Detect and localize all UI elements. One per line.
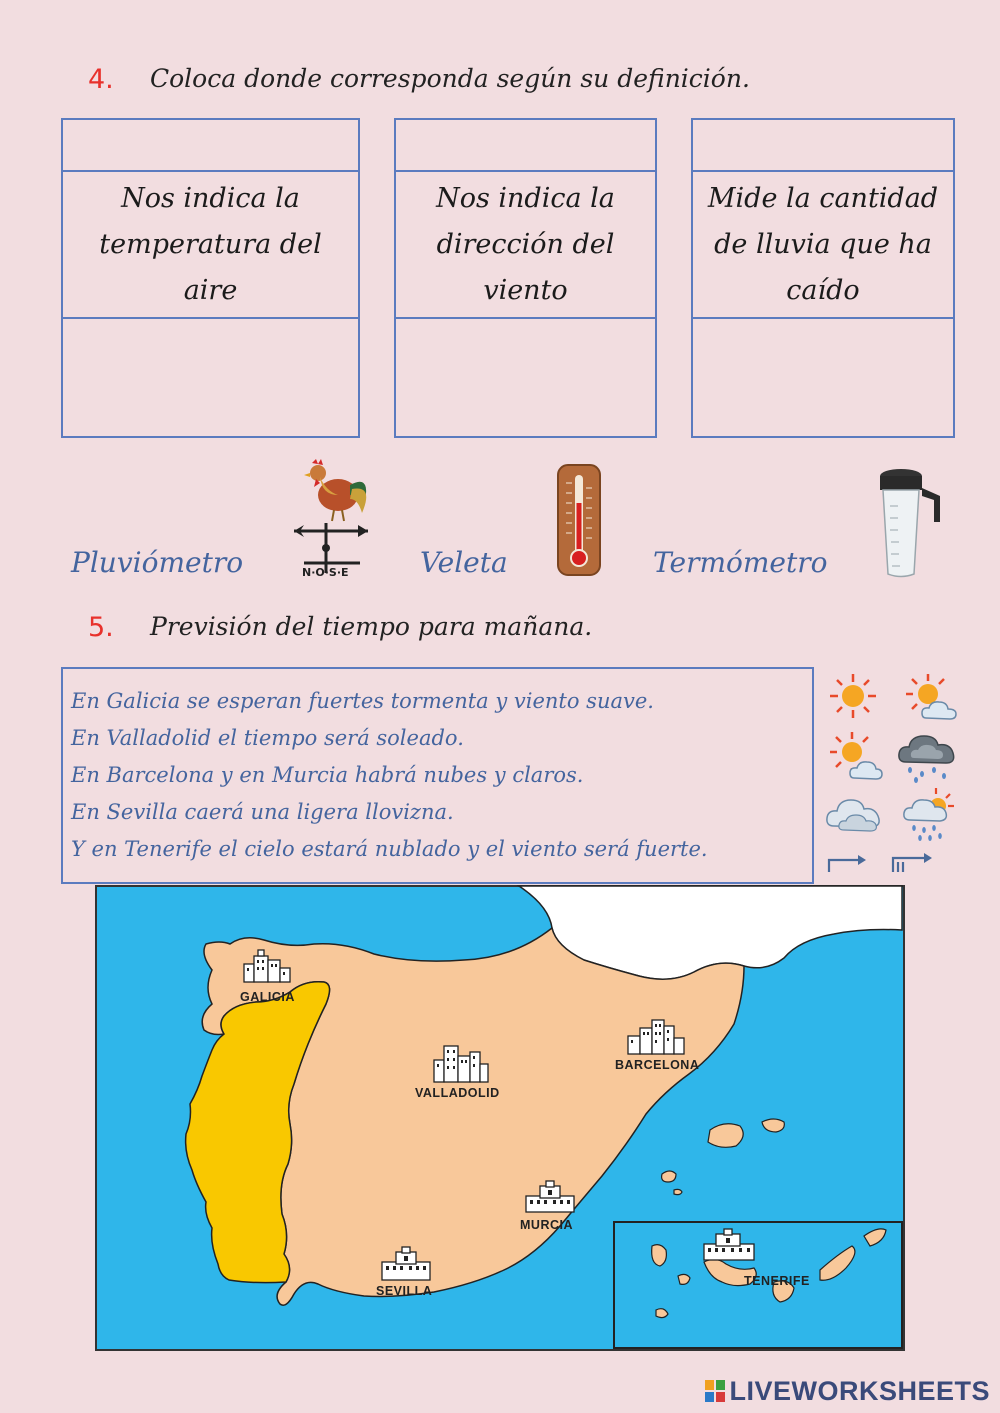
liveworksheets-mark-icon <box>705 1378 725 1400</box>
weather-vane-icon[interactable] <box>290 455 376 580</box>
map-formentera <box>674 1189 682 1194</box>
forecast-line-valladolid: En Valladolid el tiempo será soleado. <box>71 726 464 750</box>
label-barcelona: BARCELONA <box>615 1058 700 1072</box>
galicia-city-icon[interactable] <box>240 948 294 984</box>
word-termometro[interactable]: Termómetro <box>653 546 828 579</box>
thermometer-icon[interactable] <box>556 463 602 577</box>
forecast-line-sevilla: En Sevilla caerá una ligera llovizna. <box>71 800 454 824</box>
barcelona-city-icon[interactable] <box>626 1018 686 1056</box>
definition-text-3: Mide la cantidad de lluvia que ha caído <box>693 172 953 319</box>
question-4-number: 4. <box>88 64 114 95</box>
map-la-gomera <box>678 1274 690 1284</box>
forecast-line-galicia: En Galicia se esperan fuertes tormenta y viento suave. <box>71 689 654 713</box>
rain-gauge-icon[interactable] <box>876 466 948 580</box>
definition-box-1 <box>61 118 360 438</box>
label-murcia: MURCIA <box>520 1218 573 1232</box>
definition-text-1: Nos indica la temperatura del aire <box>63 172 358 319</box>
sun-cloud-icon[interactable] <box>900 672 960 724</box>
forecast-text-box <box>61 667 814 884</box>
murcia-city-icon[interactable] <box>524 1180 576 1214</box>
map-la-palma <box>652 1245 667 1266</box>
liveworksheets-logo <box>705 1376 990 1407</box>
strong-wind-icon[interactable] <box>890 850 936 874</box>
tenerife-city-icon[interactable] <box>702 1228 756 1262</box>
sevilla-city-icon[interactable] <box>380 1246 432 1282</box>
label-galicia: GALICIA <box>240 990 295 1004</box>
word-pluviometro[interactable]: Pluviómetro <box>71 546 244 579</box>
image-drop-zone-1[interactable] <box>63 319 358 436</box>
question-5-title: Previsión del tiempo para mañana. <box>150 612 593 641</box>
svg-text:N·O·S·E: N·O·S·E <box>302 566 349 579</box>
definition-text-2: Nos indica la dirección del viento <box>396 172 655 319</box>
answer-drop-zone-2[interactable] <box>396 120 655 172</box>
answer-drop-zone-1[interactable] <box>63 120 358 172</box>
image-drop-zone-3[interactable] <box>693 319 953 436</box>
label-tenerife: TENERIFE <box>744 1274 810 1288</box>
sun-rain-icon[interactable] <box>902 786 960 842</box>
label-valladolid: VALLADOLID <box>415 1086 500 1100</box>
forecast-line-tenerife: Y en Tenerife el cielo estará nublado y el viento será fuerte. <box>71 837 708 861</box>
forecast-line-barcelona-murcia: En Barcelona y en Murcia habrá nubes y claros. <box>71 763 584 787</box>
liveworksheets-text: LIVEWORKSHEETS <box>729 1376 990 1406</box>
map-mallorca <box>708 1124 743 1148</box>
valladolid-city-icon[interactable] <box>432 1042 490 1084</box>
word-veleta[interactable]: Veleta <box>420 546 508 579</box>
cloud-icon[interactable] <box>824 790 884 836</box>
label-sevilla: SEVILLA <box>376 1284 433 1298</box>
definition-box-3 <box>691 118 955 438</box>
sun-small-cloud-icon[interactable] <box>824 730 884 784</box>
image-drop-zone-2[interactable] <box>396 319 655 436</box>
sun-icon[interactable] <box>824 672 882 720</box>
light-wind-icon[interactable] <box>826 852 870 874</box>
question-5-number: 5. <box>88 612 114 643</box>
answer-drop-zone-3[interactable] <box>693 120 953 172</box>
definition-box-2 <box>394 118 657 438</box>
map-ibiza <box>662 1171 676 1182</box>
question-4-title: Coloca donde corresponda según su definición. <box>150 64 750 93</box>
storm-cloud-icon[interactable] <box>896 728 958 784</box>
